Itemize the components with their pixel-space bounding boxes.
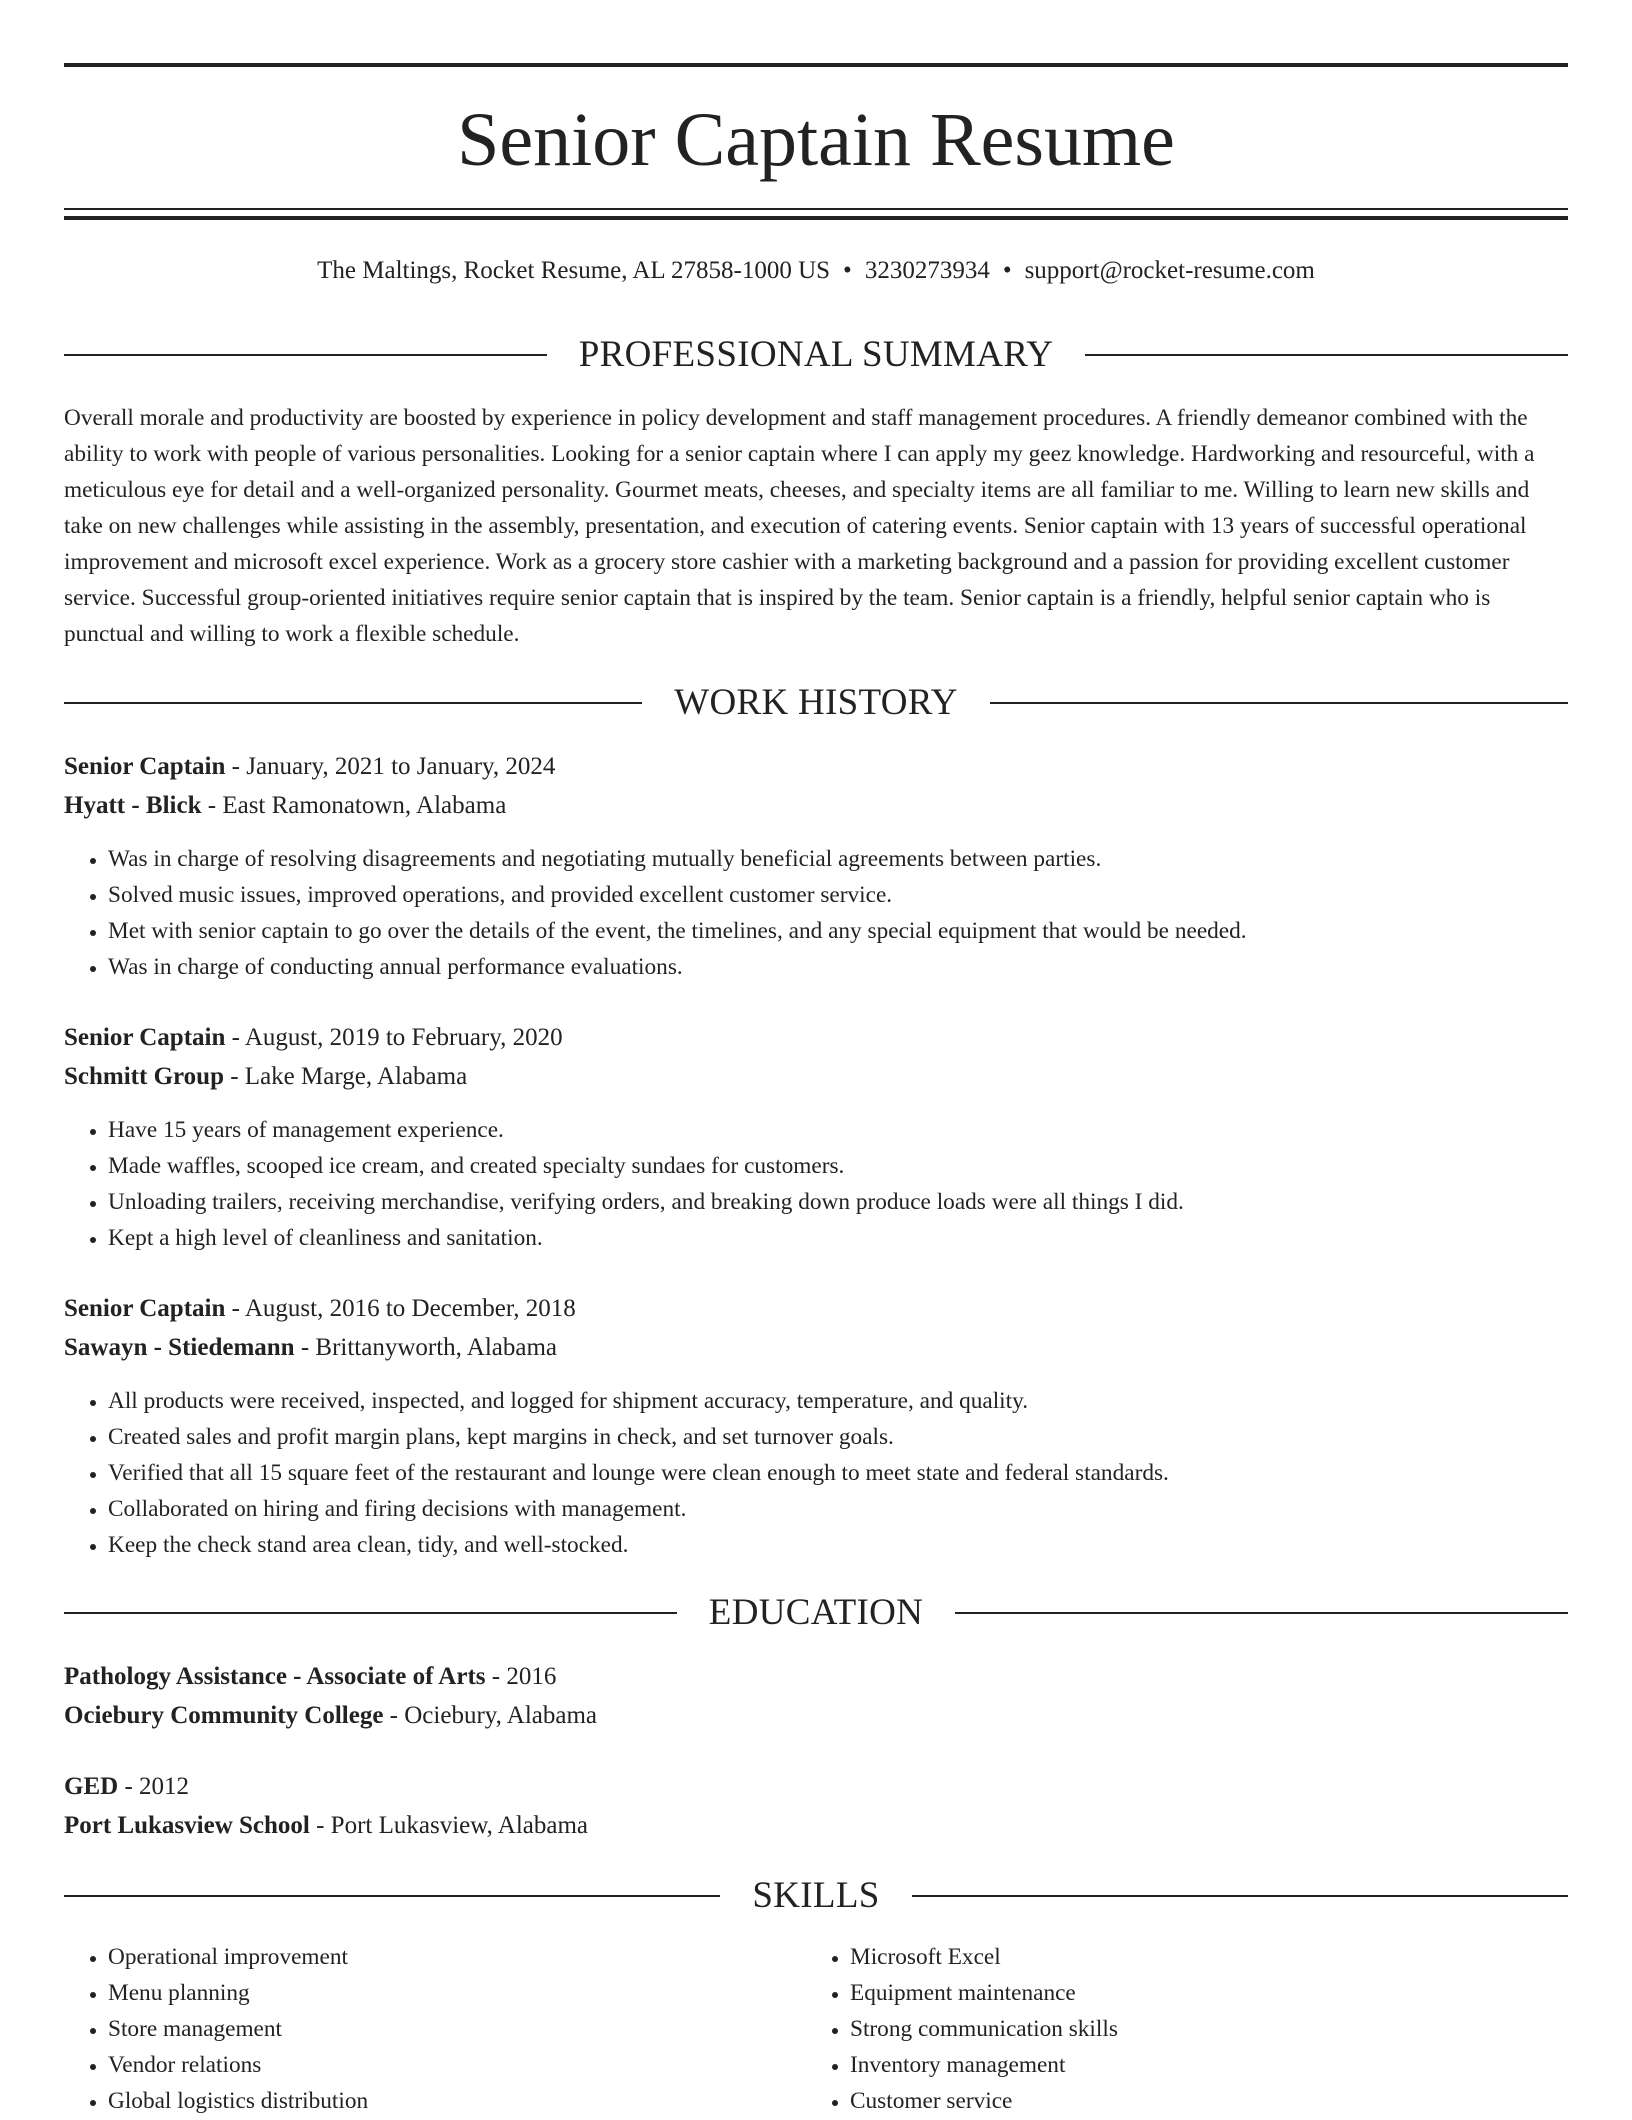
job-dates: - August, 2019 to February, 2020 <box>225 1024 563 1051</box>
section-title: EDUCATION <box>708 1592 924 1633</box>
job-company: Hyatt - Blick <box>64 792 202 819</box>
job-bullet: • Met with senior captain to go over the details of the event, the timelines, and any special equipment that would be needed. <box>108 913 1612 949</box>
skill-item: • Vendor relations <box>108 2047 808 2083</box>
job-bullet: • Verified that all 15 square feet of the restaurant and lounge were clean enough to meet state and federal standards. <box>108 1455 1612 1491</box>
heading-rule <box>955 1612 1568 1614</box>
heading-rule <box>64 1612 677 1614</box>
education-school: Port Lukasview School <box>64 1812 310 1839</box>
job-location: - Brittanyworth, Alabama <box>294 1334 558 1361</box>
skill-item: • Inventory management <box>850 2047 1550 2083</box>
education-location: - Port Lukasview, Alabama <box>309 1812 589 1839</box>
education-degree: GED <box>64 1773 119 1800</box>
job-bullet: • All products were received, inspected, and logged for shipment accuracy, temperature, and quality. <box>108 1383 1612 1419</box>
job-title: Senior Captain <box>64 1295 226 1322</box>
education-year: - 2016 <box>485 1663 557 1690</box>
skill-item: • Store management <box>108 2011 808 2047</box>
job-bullet: • Created sales and profit margin plans, kept margins in check, and set turnover goals. <box>108 1419 1612 1455</box>
skill-item: • Strong communication skills <box>850 2011 1550 2047</box>
contact-separator: • <box>843 257 852 284</box>
heading-rule <box>912 1895 1568 1897</box>
job-title-line <box>64 749 555 785</box>
job-dates: - January, 2021 to January, 2024 <box>225 753 556 780</box>
skill-item: • Equipment maintenance <box>850 1975 1550 2011</box>
section-title: WORK HISTORY <box>674 682 958 723</box>
job-bullet: • Made waffles, scooped ice cream, and created specialty sundaes for customers. <box>108 1148 1612 1184</box>
job-bullet-list <box>64 1383 1612 1563</box>
job-bullet: • Collaborated on hiring and firing decisions with management. <box>108 1491 1612 1527</box>
section-heading-education <box>64 1593 1568 1633</box>
heading-rule <box>990 702 1568 704</box>
job-bullet: • Solved music issues, improved operations, and provided excellent customer service. <box>108 877 1612 913</box>
resume-title: Senior Captain Resume <box>457 98 1175 182</box>
job-dates: - August, 2016 to December, 2018 <box>225 1295 576 1322</box>
job-location: - East Ramonatown, Alabama <box>201 792 507 819</box>
section-title: PROFESSIONAL SUMMARY <box>578 334 1054 375</box>
header-top-rule <box>64 63 1568 67</box>
job-title: Senior Captain <box>64 753 226 780</box>
job-company-line <box>64 1330 557 1366</box>
skills-list-right <box>806 1939 1550 2119</box>
education-school-line <box>64 1808 588 1844</box>
job-bullet: • Have 15 years of management experience. <box>108 1112 1612 1148</box>
contact-separator: • <box>1002 257 1012 284</box>
section-title: SKILLS <box>752 1875 880 1916</box>
job-title-line <box>64 1291 576 1327</box>
job-bullet: • Was in charge of conducting annual performance evaluations. <box>108 949 1612 985</box>
skill-item: • Operational improvement <box>108 1939 808 1975</box>
contact-address: The Maltings, Rocket Resume, AL 27858-1000 US <box>317 257 831 284</box>
section-heading-skills <box>64 1876 1568 1916</box>
contact-line <box>64 253 1568 289</box>
education-location: - Ociebury, Alabama <box>383 1702 597 1729</box>
job-company-line <box>64 1059 467 1095</box>
job-title: Senior Captain <box>64 1024 226 1051</box>
job-bullet-list <box>64 1112 1612 1256</box>
education-degree-line <box>64 1659 556 1695</box>
heading-rule <box>1085 354 1568 356</box>
header-rule-lower <box>64 216 1568 220</box>
job-bullet: • Kept a high level of cleanliness and sanitation. <box>108 1220 1612 1256</box>
contact-phone: 3230273934 <box>864 257 990 284</box>
heading-rule <box>64 702 642 704</box>
skills-list-left <box>64 1939 808 2119</box>
job-company: Schmitt Group <box>64 1063 224 1090</box>
job-bullet: • Keep the check stand area clean, tidy, and well-stocked. <box>108 1527 1612 1563</box>
education-school-line <box>64 1698 597 1734</box>
education-year: - 2012 <box>118 1773 190 1800</box>
job-company-line <box>64 788 506 824</box>
header-rule-upper <box>64 208 1568 210</box>
skill-item: • Customer service <box>850 2083 1550 2119</box>
job-bullet-list <box>64 841 1612 985</box>
summary-text: Overall morale and productivity are boosted by experience in policy development and staff management procedures. A friendly demeanor combined with the ability to work with people of various personalities. Looking for a senior captain where I can apply my geez knowledge. Hardworking and resourceful, with a meticulous eye for detail and a well-organized personality. Gourmet meats, cheeses, and specialty items are all familiar to me. Willing to learn new skills and take on new challenges while assisting in the assembly, presentation, and execution of catering events. Senior captain with 13 years of successful operational improvement and microsoft excel experience. Work as a grocery store cashier with a marketing background and a passion for providing excellent customer service. Successful group-oriented initiatives require senior captain that is inspired by the team. Senior captain is a friendly, helpful senior captain who is punctual and willing to work a flexible schedule. <box>64 405 1535 647</box>
job-company: Sawayn - Stiedemann <box>64 1334 295 1361</box>
heading-rule <box>64 354 547 356</box>
education-degree-line <box>64 1769 189 1805</box>
contact-email: support@rocket-resume.com <box>1024 257 1315 284</box>
job-location: - Lake Marge, Alabama <box>223 1063 468 1090</box>
skill-item: • Microsoft Excel <box>850 1939 1550 1975</box>
section-heading-summary <box>64 335 1568 375</box>
job-bullet: • Was in charge of resolving disagreements and negotiating mutually beneficial agreements between parties. <box>108 841 1612 877</box>
education-degree: Pathology Assistance - Associate of Arts <box>64 1663 486 1690</box>
job-title-line <box>64 1020 563 1056</box>
job-bullet: • Unloading trailers, receiving merchandise, verifying orders, and breaking down produce loads were all things I did. <box>108 1184 1612 1220</box>
skill-item: • Global logistics distribution <box>108 2083 808 2119</box>
education-school: Ociebury Community College <box>64 1702 384 1729</box>
heading-rule <box>64 1895 720 1897</box>
skill-item: • Menu planning <box>108 1975 808 2011</box>
section-heading-work-history <box>64 683 1568 723</box>
